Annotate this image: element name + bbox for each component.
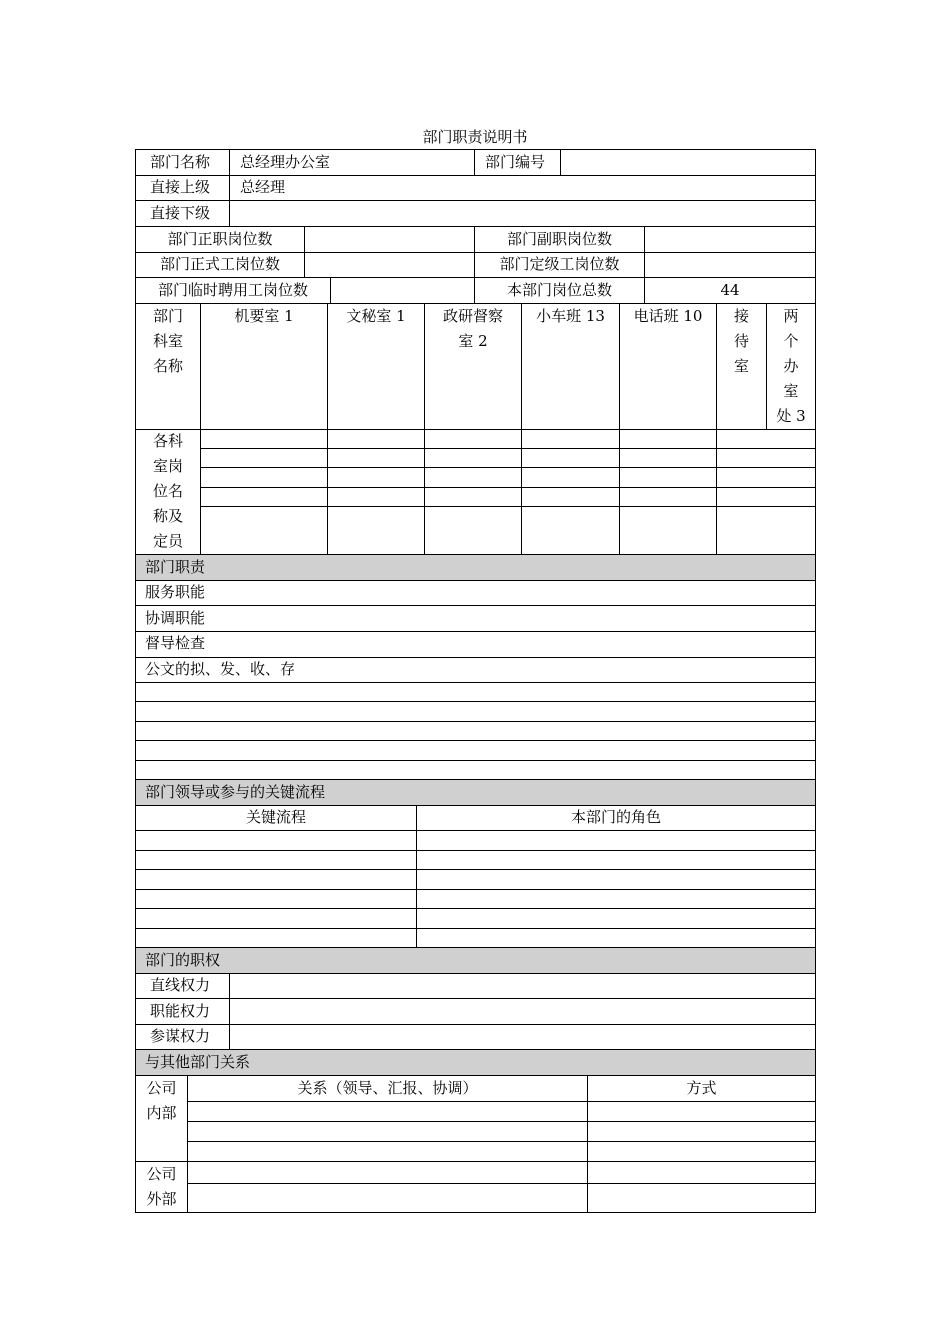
authority-header: 部门的职权 — [145, 951, 221, 969]
staffing-label: 各科 室岗 位名 称及 定员 — [152, 432, 183, 550]
relation-col-header: 关系（领导、汇报、协调） — [297, 1079, 478, 1097]
duty-item: 督导检查 — [145, 634, 206, 652]
formal-post-label: 部门正式工岗位数 — [159, 255, 280, 273]
duty-item: 公文的拟、发、收、存 — [145, 660, 296, 678]
office-name: 文秘室 1 — [346, 307, 406, 325]
office-name: 电话班 10 — [633, 307, 703, 325]
authority-header-bg — [136, 948, 815, 973]
process-col-header: 关键流程 — [245, 808, 306, 826]
fixed-post-label: 部门定级工岗位数 — [499, 255, 620, 273]
authority-item: 职能权力 — [150, 1002, 211, 1020]
duties-header: 部门职责 — [145, 558, 206, 576]
dept-name-value[interactable]: 总经理办公室 — [240, 153, 331, 171]
method-col-header: 方式 — [686, 1079, 717, 1097]
superior-value[interactable]: 总经理 — [240, 178, 286, 196]
office-name: 接 待 室 — [733, 307, 749, 375]
deputy-post-label: 部门副职岗位数 — [506, 230, 612, 248]
authority-item: 直线权力 — [150, 976, 211, 994]
total-post-label: 本部门岗位总数 — [506, 281, 612, 299]
superior-label: 直接上级 — [150, 178, 211, 196]
office-name: 小车班 13 — [536, 307, 605, 325]
duties-header-bg — [136, 555, 815, 580]
authority-item: 参谋权力 — [150, 1027, 211, 1045]
duty-item: 服务职能 — [145, 583, 206, 601]
external-label: 公司 外部 — [146, 1165, 177, 1208]
document-title: 部门职责说明书 — [422, 128, 528, 146]
internal-label: 公司 内部 — [146, 1079, 177, 1122]
office-name: 政研督察 室 2 — [442, 307, 503, 350]
temp-post-label: 部门临时聘用工岗位数 — [157, 281, 308, 299]
role-col-header: 本部门的角色 — [570, 808, 661, 826]
main-post-label: 部门正职岗位数 — [167, 230, 273, 248]
total-post-value[interactable]: 44 — [720, 281, 740, 299]
subordinate-label: 直接下级 — [150, 204, 211, 222]
office-name: 机要室 1 — [234, 307, 294, 325]
duty-item: 协调职能 — [145, 609, 206, 627]
relations-header: 与其他部门关系 — [145, 1053, 251, 1071]
processes-header: 部门领导或参与的关键流程 — [145, 783, 326, 801]
office-label: 部门 科室 名称 — [152, 307, 183, 375]
office-name: 两 个 办 室 处 3 — [776, 307, 806, 425]
dept-name-label: 部门名称 — [150, 153, 211, 171]
dept-no-label: 部门编号 — [485, 153, 546, 171]
